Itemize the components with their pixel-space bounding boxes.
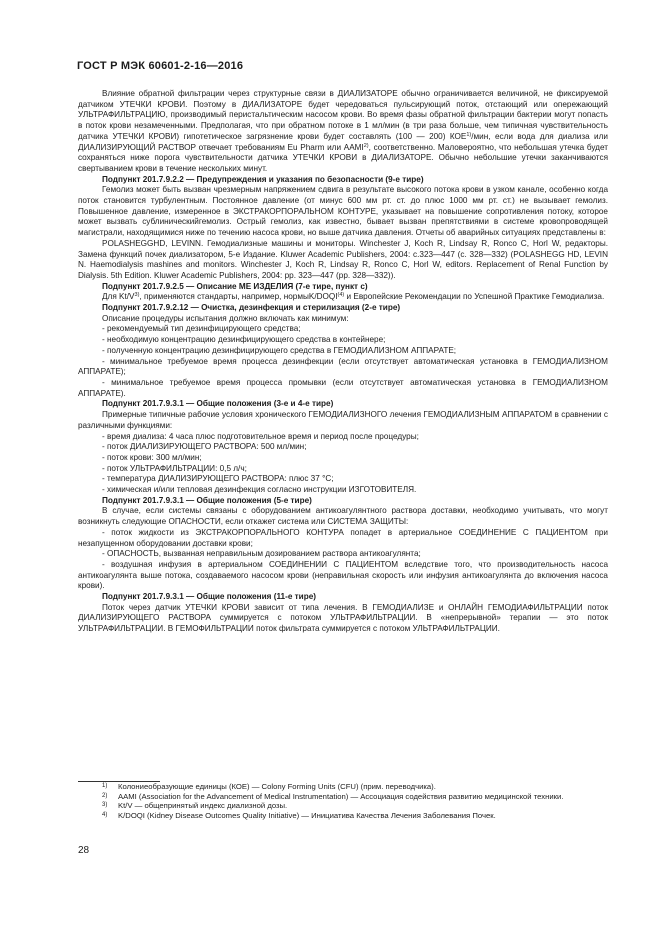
list-item: - необходимую концентрацию дезинфицирующего средства в контейнере; xyxy=(102,335,386,345)
paragraph-blood-leak-flow: Поток через датчик УТЕЧКИ КРОВИ зависит от типа лечения. В ГЕМОДИАЛИЗЕ и ОНЛАЙН ГЕМОДИАФИЛЬТРАЦИИ поток ДИАЛИЗИРУЮЩЕГО РАСТВОРА суммируется с потоком УЛЬТРАФИЛЬТРАЦИИ. В «непрерывной» терапии — это поток УЛЬТРАФИЛЬТРАЦИИ. В ГЕМОФИЛЬТРАЦИИ поток фильтрата суммируется с потоком УЛЬТРАФИЛЬТРАЦИИ. xyxy=(78,602,608,634)
footnote: 1) Колониеобразующие единицы (КОЕ) — Colony Forming Units (CFU) (прим. переводчика). xyxy=(102,782,436,791)
paragraph-ktv: Для $Kt/V^{3)}$, применяются стандарты, например, нормыK/DOQI$^{(4)}$ и Европейские Рекомендации по Успешной Практике Гемодиализа. xyxy=(102,292,605,302)
list-item: - полученную концентрацию дезинфицирующего средства в ГЕМОДИАЛИЗНОМ АППАРАТЕ; xyxy=(102,345,457,355)
section-heading: Подпункт 201.7.9.3.1 — Общие положения (11-е тире) xyxy=(102,592,316,602)
list-item: - поток жидкости из ЭКСТРАКОРПОРАЛЬНОГО КОНТУРА попадет в артериальное СОЕДИНЕНИЕ С ПАЦИЕНТОМ при незапущенном оборудовании доставки крови; xyxy=(78,527,608,548)
list-item: - время диализа: 4 часа плюс подготовительное время и период после процедуры; xyxy=(102,431,419,441)
section-heading: Подпункт 201.7.9.3.1 — Общие положения (5-е тире) xyxy=(102,495,312,505)
document-header: ГОСТ Р МЭК 60601-2-16—2016 xyxy=(77,60,244,72)
list-item: - температура ДИАЛИЗИРУЮЩЕГО РАСТВОРА: плюс 37 °С; xyxy=(102,474,334,484)
list-item: - минимальное требуемое время процесса дезинфекции (если отсутствует автоматическая установка в ГЕМОДИАЛИЗНОМ АППАРАТЕ); xyxy=(78,356,608,377)
list-item: - рекомендуемый тип дезинфицирующего средства; xyxy=(102,324,301,334)
paragraph-operating-conditions: Примерные типичные рабочие условия хронического ГЕМОДИАЛИЗНОГО лечения ГЕМОДИАЛИЗНЫМ АППАРАТОМ в сравнении с различными функциями: xyxy=(78,410,608,430)
footnote: 3) Kt/V — общепринятый индекс диализной дозы. xyxy=(102,801,288,811)
list-item: - поток УЛЬТРАФИЛЬТРАЦИИ: 0,5 л/ч; xyxy=(102,463,247,473)
footnotes xyxy=(78,782,608,820)
page-number: 28 xyxy=(78,845,90,856)
footnote: 2) AAMI (Association for the Advancement of Medical Instrumentation) — Ассоциация содействия развитию медицинской техники. xyxy=(102,791,564,801)
section-heading: Подпункт 201.7.9.3.1 — Общие положения (3-е и 4-е тире) xyxy=(102,399,334,409)
footnote: 4) K/DOQI (Kidney Disease Outcomes Quality Initiative) — Инициатива Качества Лечения Заболевания Почек. xyxy=(102,810,496,820)
list-item: - воздушная инфузия в артериальном СОЕДИНЕНИИ С ПАЦИЕНТОМ вследствие того, что производительность насоса антикоагулянта выше потока, создаваемого насосом крови (неправильная скорость или инфузия антикоагулянта до включения насоса крови). xyxy=(78,559,608,591)
list-item: - поток крови: 300 мл/мин; xyxy=(102,452,202,462)
paragraph-test-procedure: Описание процедуры испытания должно включать как минимум: xyxy=(102,313,349,323)
section-heading: Подпункт 201.7.9.2.2 — Предупреждения и указания по безопасности (9-е тире) xyxy=(102,174,424,184)
list-item: - ОПАСНОСТЬ, вызванная неправильным дозированием раствора антикоагулянта; xyxy=(102,549,421,559)
paragraph-backfiltration: Влияние обратной фильтрации через структурные связи в ДИАЛИЗАТОРЕ обычно ограничивается величиной, не фиксируемой датчиком УТЕЧКИ КРОВИ. Поэтому в ДИАЛИЗАТОРЕ будет чередоваться пульсирующий поток, отстающий или опережающий УЛЬТРАФИЛЬТРАЦИЮ, производимый перистальтическим насосом крови. Во время фазы обратной фильтрации бактерии могут попасть в поток крови незамеченными. Предполагая, что при обратном потоке в 1 мл/мин (в три раза больше, чем типичная чувствительность датчика УТЕЧКИ КРОВИ) гипотетическое загрязнение крови будет составлять (100 — 200) КОЕ$^{1)}$/мин, если вода для диализа или ДИАЛИЗИРУЮЩИЙ РАСТВОР отвечает требованиям Eu Pharm или AAMI$^{2)}$, соответственно. Маловероятно, что небольшая утечка будет сохраняться ниже порога чувствительности датчика УТЕЧКИ КРОВИ в ДИАЛИЗАТОРЕ. Обычно небольшие утечки заканчиваются свертыванием крови в течение нескольких минут. xyxy=(78,89,608,173)
list-item: - минимальное требуемое время процесса промывки (если отсутствует автоматическая установка в ГЕМОДИАЛИЗНОМ АППАРАТЕ). xyxy=(78,377,608,398)
document-body xyxy=(78,89,608,635)
section-heading: Подпункт 201.7.9.2.5 — Описание ME ИЗДЕЛИЯ (7-е тире, пункт с) xyxy=(102,281,368,291)
paragraph-hazards: В случае, если системы связаны с оборудованием антикоагулянтного раствора доставки, необходимо учитывать, что могут возникнуть следующие ОПАСНОСТИ, если откажет система или СИСТЕМА ЗАЩИТЫ: xyxy=(78,506,608,527)
list-item: - поток ДИАЛИЗИРУЮЩЕГО РАСТВОРА: 500 мл/мин; xyxy=(102,442,307,452)
paragraph-hemolysis: Гемолиз может быть вызван чрезмерным напряжением сдвига в результате высокого потока крови в узком канале, особенно когда поток становится турбулентным. Постоянное давление (от минус 600 мм рт. ст. до плюс 1000 мм рт. ст.) не вызывает гемолиз. Повышенное давление, измеренное в ЭКСТРАКОРПОРАЛЬНОМ КОНТУРЕ, указывает на повышение сопротивления потоку, которое может вызвать сублиническийгемолиз. Острый гемолиз, как известно, бывает вызван препятствиями в системе кровопроводящей магистрали, находящимися ниже по течению насоса крови, но выше датчика давления. Отчеты об аварийных ситуациях представлены в: xyxy=(78,185,608,238)
list-item: - химическая и/или тепловая дезинфекция согласно инструкции ИЗГОТОВИТЕЛЯ. xyxy=(102,485,417,495)
paragraph-reference: POLASHEGGHD, LEVINN. Гемодиализные машины и мониторы. Winchester J, Koch R, Lindsay R, Ronco C, Horl W, редакторы. Замена функций почек диализатором, 5-е Издание. Kluwer Academic Publishers, 2004: с.323—447 (с. 328—332) (POLASHEGG HD, LEVIN N. Haemodialysis mashines and monitors. Winchester J, Koch R, Lindsay R, Ronco C, Horl W, editors. Replacement of Renal Function by Dialysis. 5th Edition. Kluwer Academic Publishers, 2004: pp. 323—447 (pp. 328—332)). xyxy=(78,238,608,280)
section-heading: Подпункт 201.7.9.2.12 — Очистка, дезинфекция и стерилизация (2-е тире) xyxy=(102,303,401,313)
